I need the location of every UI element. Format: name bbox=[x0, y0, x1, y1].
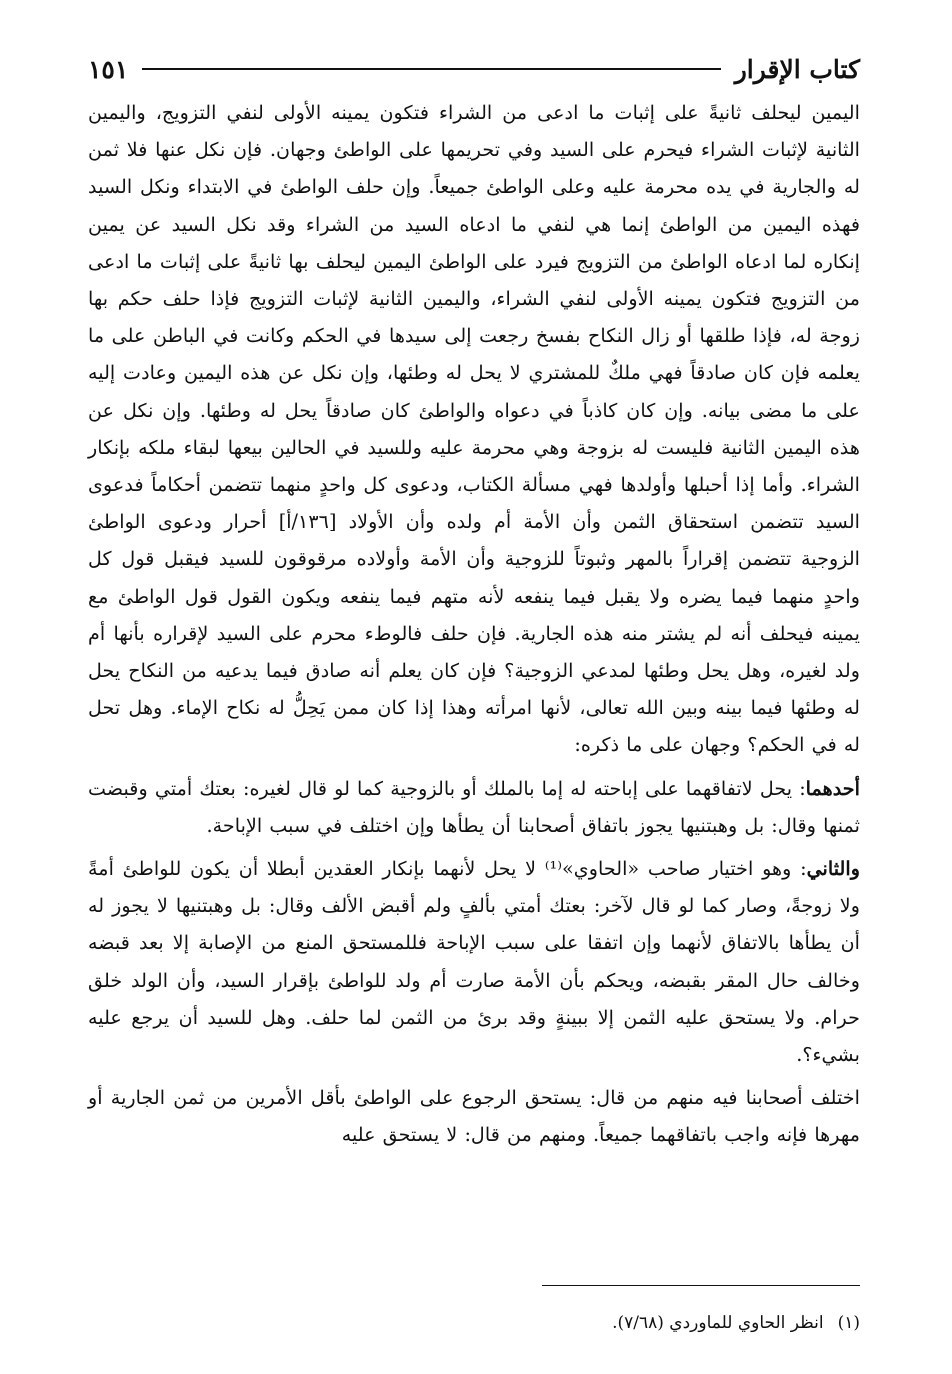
paragraph-text: : وهو اختيار صاحب «الحاوي»⁽¹⁾ لا يحل لأنهما بإنكار العقدين أبطلا أن يكون للواطئ أمةً ولا زوجةً، وصار كما لو قال لآخر: بعتك أمتي بألفٍ ولم أقبض الألف وقال: بل وهبتنيها لا يجوز له أن يطأها بالاتفاق لأنهما وإن اتفقا على سبب الإباحة فللمستحق المنع من الإصابة إلا بعد قبضه وخالف حال المقر بقبضه، ويحكم بأن الأمة صارت أم ولد للواطئ بإقرار السيد، وأن الولد خلق حرام. ولا يستحق عليه الثمن إلا ببينةٍ وقد برئ من الثمن لما حلف. وهل للسيد أن يرجع عليه بشيء؟. bbox=[88, 857, 860, 1067]
header-rule bbox=[142, 68, 720, 70]
footnote-text: انظر الحاوي للماوردي (٧/٦٨). bbox=[612, 1313, 824, 1333]
paragraph-lead: أحدهما bbox=[805, 776, 860, 800]
paragraph-text: اختلف أصحابنا فيه منهم من قال: يستحق الرجوع على الواطئ بأقل الأمرين من ثمن الجارية أو مهرها فإنه واجب باتفاقهما جميعاً. ومنهم من قال: لا يستحق عليه bbox=[88, 1086, 860, 1147]
paragraph bbox=[88, 850, 860, 1073]
body-text bbox=[88, 94, 860, 1154]
paragraph bbox=[88, 94, 860, 764]
paragraph-lead: والثاني bbox=[806, 857, 860, 881]
paragraph-text: اليمين ليحلف ثانيةً على إثبات ما ادعى من الشراء فتكون يمينه الأولى لنفي التزويج، واليمين الثانية لإثبات الشراء فيحرم على السيد وفي تحريمها على الواطئ وجهان. فإن نكل عنها فلا ثمن له والجارية في يده محرمة عليه وعلى الواطئ جميعاً. وإن حلف الواطئ في الابتداء ونكل السيد فهذه اليمين من الواطئ إنما هي لنفي ما ادعاه السيد من الشراء وقد نكل السيد عن يمين إنكاره لما ادعاه الواطئ من التزويج فيرد على الواطئ اليمين ليحلف بها ثانيةً على إثبات ما ادعى من التزويج فتكون يمينه الأولى لنفي الشراء، واليمين الثانية لإثبات التزويج فإذا حلف حكم بها زوجة له، فإذا طلقها أو زال النكاح بفسخ رجعت إلى سيدها في الحكم وكانت في الباطن على ما يعلمه فإن كان صادقاً فهي ملكٌ للمشتري لا يحل له وطئها، وإن نكل عن هذه اليمين وعادت إليه على ما مضى بيانه. وإن كان كاذباً في دعواه والواطئ كان صادقاً يحل له وطئها. وإن نكل عن هذه اليمين الثانية فليست له بزوجة وهي محرمة عليه وللسيد في الحالين بيعها لبقاء ملكه بإنكار الشراء. وأما إذا أحبلها وأولدها فهي مسألة الكتاب، ودعوى كل واحدٍ منهما تتضمن أحكاماً فدعوى السيد تتضمن استحقاق الثمن وأن الأمة أم ولده وأن الأولاد [١٣٦/أ] أحرار ودعوى الواطئ الزوجية تتضمن إقراراً بالمهر وثبوتاً للزوجية وأن الأمة وأولاده مرقوقون للسيد فيقبل قول كل واحدٍ منهما فيما يضره ولا يقبل فيما ينفعه لأنه متهم فيما ينفعه ويكون القول قول الواطئ مع يمينه فيحلف أنه لم يشتر منه هذه الجارية. فإن حلف فالوطء محرم على السيد لإقراره بأنها أم ولد لغيره، وهل يحل وطئها لمدعي الزوجية؟ فإن كان يعلم أنه صادق فيما يدعيه من النكاح يحل له وطئها فيما بينه وبين الله تعالى، لأنها امرأته وهذا إذا كان ممن يَحِلُّ له نكاح الإماء. وهل تحل له في الحكم؟ وجهان على ما ذكره: bbox=[88, 101, 860, 757]
paragraph bbox=[88, 770, 860, 844]
page-header bbox=[88, 48, 860, 90]
footnote-number: (١) bbox=[837, 1313, 860, 1333]
paragraph bbox=[88, 1079, 860, 1153]
paragraph-text: : يحل لاتفاقهما على إباحته له إما بالملك أو بالزوجية كما لو قال لغيره: بعتك أمتي وقبضت ثمنها وقال: بل وهبتنيها يجوز باتفاق أصحابنا أن يطأها وإن اختلف في سبب الإباحة. bbox=[88, 776, 860, 837]
page-number: ١٥١ bbox=[88, 54, 129, 84]
footnote-rule bbox=[542, 1285, 860, 1286]
book-title: كتاب الإقرار bbox=[734, 54, 860, 84]
footnote bbox=[88, 1310, 860, 1336]
